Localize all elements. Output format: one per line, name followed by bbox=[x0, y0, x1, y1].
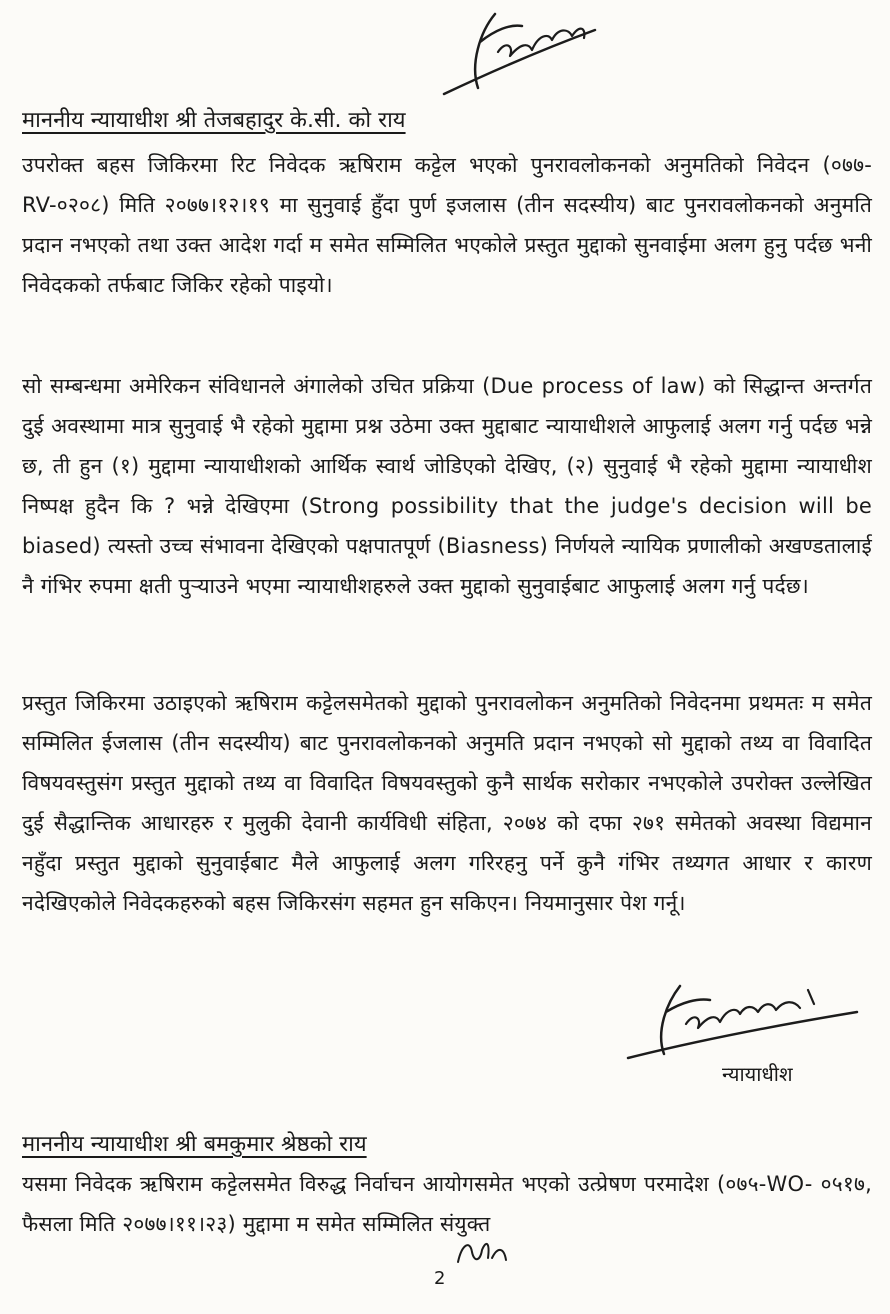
initials bbox=[452, 1232, 512, 1272]
opinion-heading: माननीय न्यायाधीश श्री बमकुमार श्रेष्ठको राय bbox=[22, 1132, 367, 1157]
opinion-heading: माननीय न्यायाधीश श्री तेजबहादुर के.सी. को राय bbox=[22, 108, 406, 133]
paragraph: उपरोक्त बहस जिकिरमा रिट निवेदक ऋषिराम कट्टेल भएको पुनरावलोकनको अनुमतिको निवेदन (०७७-RV-०२०८) मिति २०७७।१२।१९ मा सुनुवाई हुँदा पुर्ण इजलास (तीन सदस्यीय) बाट पुनरावलोकनको अनुमति प्रदान नभएको तथा उक्त आदेश गर्दा म समेत सम्मिलित भएकोले प्रस्तुत मुद्दाको सुनवाईमा अलग हुनु पर्दछ भनी निवेदकको तर्फबाट जिकिर रहेको पाइयो। bbox=[22, 153, 872, 297]
paragraph: यसमा निवेदक ऋषिराम कट्टेलसमेत विरुद्ध निर्वाचन आयोगसमेत भएको उत्प्रेषण परमादेश (०७५-WO- ०५१७, फैसला मिति २०७७।११।२३) मुद्दामा म समेत सम्मिलित संयुक्त bbox=[22, 1172, 872, 1236]
page-number: 2 bbox=[434, 1268, 446, 1289]
signatory-role: न्यायाधीश bbox=[722, 1062, 793, 1086]
paragraph: सो सम्बन्धमा अमेरिकन संविधानले अंगालेको उचित प्रक्रिया (Due process of law) को सिद्धान्त अन्तर्गत दुई अवस्थामा मात्र सुनुवाई भै रहेको मुद्दामा प्रश्न उठेमा उक्त मुद्दाबाट न्यायाधीशले आफुलाई अलग गर्नु पर्दछ भन्ने छ, ती हुन (१) मुद्दामा न्यायाधीशको आर्थिक स्वार्थ जोडिएको देखिए, (२) सुनुवाई भै रहेको मुद्दामा न्यायाधीश निष्पक्ष हुदैन कि ? भन्ने देखिएमा (Strong possibility that the judge's decision will be biased) त्यस्तो उच्च संभावना देखिएको पक्षपातपूर्ण (Biasness) निर्णयले न्यायिक प्रणालीको अखण्डतालाई नै गंभिर रुपमा क्षती पुर्‍याउने भएमा न्यायाधीशहरुले उक्त मुद्दाको सुनुवाईबाट आफुलाई अलग गर्नु पर्दछ। bbox=[22, 374, 872, 598]
signature-top bbox=[440, 2, 600, 102]
signature-judge bbox=[622, 980, 862, 1070]
paragraph: प्रस्तुत जिकिरमा उठाइएको ऋषिराम कट्टेलसमेतको मुद्दाको पुनरावलोकन अनुमतिको निवेदनमा प्रथमतः म समेत सम्मिलित ईजलास (तीन सदस्यीय) बाट पुनरावलोकनको अनुमति प्रदान नभएको सो मुद्दाको तथ्य वा विवादित विषयवस्तुसंग प्रस्तुत मुद्दाको तथ्य वा विवादित विषयवस्तुको कुनै सार्थक सरोकार नभएकोले उपरोक्त उल्लेखित दुई सैद्धान्तिक आधारहरु र मुलुकी देवानी कार्यविधी संहिता, २०७४ को दफा २७१ समेतको अवस्था विद्यमान नहुँदा प्रस्तुत मुद्दाको सुनुवाईबाट मैले आफुलाई अलग गरिरहनु पर्ने कुनै गंभिर तथ्यगत आधार र कारण नदेखिएकोले निवेदकहरुको बहस जिकिरसंग सहमत हुन सकिएन। नियमानुसार पेश गर्नू। bbox=[22, 691, 872, 915]
